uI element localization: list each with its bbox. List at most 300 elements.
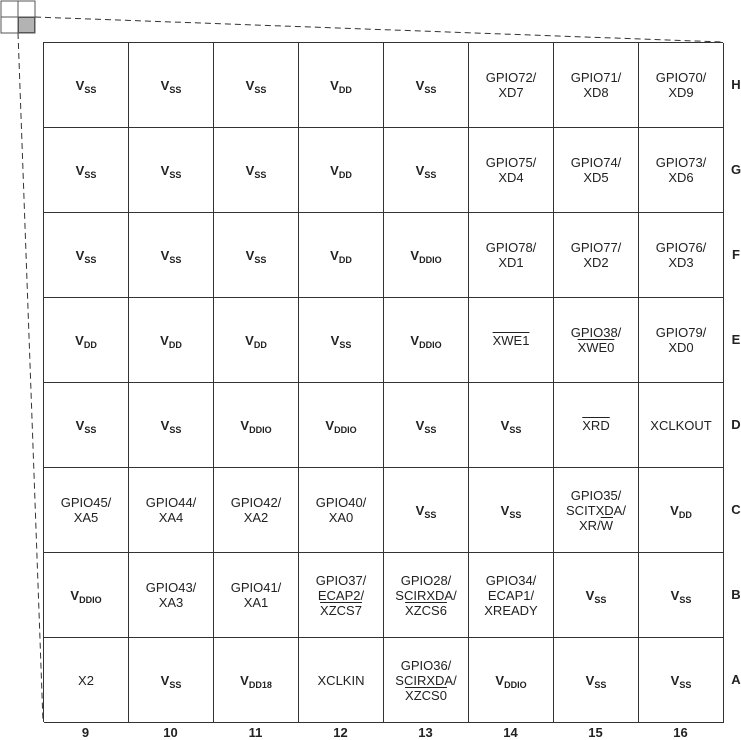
power-pin-base: V bbox=[160, 77, 170, 93]
signal-name: XD7 bbox=[498, 85, 524, 100]
signal-line bbox=[395, 658, 456, 673]
signal-line bbox=[395, 603, 456, 618]
signal-line bbox=[316, 588, 367, 603]
signal-name: GPIO71/ bbox=[570, 70, 622, 85]
power-pin-label bbox=[330, 163, 352, 178]
pin-cell-F11 bbox=[214, 213, 299, 298]
power-pin-label bbox=[416, 163, 437, 178]
power-pin-label bbox=[416, 78, 437, 93]
power-pin-base: V bbox=[160, 332, 169, 348]
signal-line bbox=[486, 240, 537, 255]
signal-line bbox=[656, 340, 707, 355]
signal-name: ECAP2/ bbox=[317, 587, 365, 603]
pin-cell-H13 bbox=[384, 43, 469, 128]
signal-name: XA1 bbox=[243, 595, 269, 610]
signal-line bbox=[571, 85, 622, 100]
signal-line bbox=[146, 595, 197, 610]
column-label-13: 13 bbox=[418, 725, 433, 740]
power-pin-base: V bbox=[415, 77, 425, 93]
signal-pin-label bbox=[486, 155, 537, 185]
row-label-E: E bbox=[731, 332, 741, 347]
signal-line bbox=[484, 588, 537, 603]
signal-name: GPIO70/ bbox=[655, 70, 707, 85]
column-label-15: 15 bbox=[588, 725, 603, 740]
signal-name: XA3 bbox=[158, 595, 184, 610]
power-pin-label bbox=[76, 418, 97, 433]
signal-name: XD8 bbox=[583, 85, 609, 100]
signal-line bbox=[231, 595, 282, 610]
signal-name: XA4 bbox=[158, 510, 184, 525]
pin-cell-B12 bbox=[299, 553, 384, 638]
signal-pin-label bbox=[395, 573, 456, 618]
power-pin-base: V bbox=[495, 672, 505, 688]
signal-pin-label bbox=[146, 495, 197, 525]
signal-name: GPIO35/ bbox=[570, 487, 622, 503]
signal-line bbox=[656, 170, 707, 185]
pin-cell-C11 bbox=[214, 468, 299, 553]
power-pin-subscript: DD bbox=[678, 509, 692, 520]
pin-cell-C10 bbox=[129, 468, 214, 553]
power-pin-label bbox=[410, 248, 441, 263]
signal-name: SCIRXDA/ bbox=[395, 587, 457, 603]
signal-pin-label bbox=[484, 573, 537, 618]
signal-name: GPIO73/ bbox=[655, 155, 707, 170]
power-pin-label bbox=[416, 418, 437, 433]
pin-cell-H9 bbox=[44, 43, 129, 128]
signal-line bbox=[493, 333, 530, 348]
pin-cell-A11 bbox=[214, 638, 299, 723]
power-pin-base: V bbox=[330, 332, 340, 348]
power-pin-subscript: DD bbox=[83, 339, 97, 350]
signal-name: GPIO38/ bbox=[570, 325, 622, 340]
signal-line bbox=[582, 418, 609, 433]
pin-cell-G9 bbox=[44, 128, 129, 213]
signal-name: GPIO79/ bbox=[655, 325, 707, 340]
column-label-16: 16 bbox=[673, 725, 688, 740]
signal-name: XD3 bbox=[668, 255, 694, 270]
signal-name: X2 bbox=[78, 672, 94, 688]
row-label-B: B bbox=[731, 587, 741, 602]
pin-cell-H14 bbox=[469, 43, 554, 128]
signal-line bbox=[146, 510, 197, 525]
signal-line bbox=[656, 85, 707, 100]
power-pin-label bbox=[161, 673, 182, 688]
signal-name: XD4 bbox=[498, 170, 524, 185]
signal-line bbox=[395, 688, 456, 703]
pin-cell-G13 bbox=[384, 128, 469, 213]
signal-pin-label bbox=[146, 580, 197, 610]
power-pin-base: V bbox=[670, 672, 680, 688]
pin-cell-B11 bbox=[214, 553, 299, 638]
signal-pin-label bbox=[656, 325, 707, 355]
power-pin-subscript: SS bbox=[84, 254, 97, 265]
signal-line bbox=[486, 170, 537, 185]
signal-line bbox=[316, 510, 367, 525]
signal-pin-label bbox=[493, 333, 530, 348]
power-pin-label bbox=[586, 673, 607, 688]
pin-cell-F10 bbox=[129, 213, 214, 298]
row-label-F: F bbox=[732, 247, 740, 262]
power-pin-subscript: SS bbox=[424, 169, 437, 180]
power-pin-subscript: SS bbox=[594, 594, 607, 605]
signal-name: ECAP1/ bbox=[487, 587, 535, 603]
power-pin-base: V bbox=[240, 672, 249, 688]
pin-cell-G15 bbox=[554, 128, 639, 213]
pin-cell-C12 bbox=[299, 468, 384, 553]
power-pin-subscript: SS bbox=[254, 84, 267, 95]
power-pin-base: V bbox=[70, 587, 80, 603]
zoom-line-top bbox=[35, 17, 723, 42]
signal-name: XR/ bbox=[579, 517, 601, 533]
signal-line bbox=[146, 580, 197, 595]
pin-cell-D13 bbox=[384, 383, 469, 468]
signal-pin-label bbox=[486, 70, 537, 100]
signal-pin-label bbox=[316, 573, 367, 618]
power-pin-subscript: SS bbox=[339, 339, 352, 350]
signal-pin-label bbox=[318, 673, 365, 688]
signal-line bbox=[78, 673, 94, 688]
signal-line bbox=[566, 488, 626, 503]
power-pin-subscript: SS bbox=[509, 424, 522, 435]
power-pin-label bbox=[161, 78, 182, 93]
pin-cell-C9 bbox=[44, 468, 129, 553]
power-pin-subscript: DD bbox=[338, 84, 352, 95]
power-pin-subscript: DD bbox=[338, 254, 352, 265]
power-pin-label bbox=[671, 673, 692, 688]
signal-line bbox=[486, 155, 537, 170]
power-pin-subscript: DDIO bbox=[419, 254, 442, 265]
signal-name: XA0 bbox=[328, 510, 354, 525]
power-pin-label bbox=[410, 333, 441, 348]
power-pin-subscript: SS bbox=[84, 84, 97, 95]
signal-name: XD6 bbox=[668, 170, 694, 185]
signal-name: GPIO44/ bbox=[145, 495, 197, 510]
signal-line bbox=[571, 325, 622, 340]
signal-line bbox=[566, 503, 626, 518]
signal-name: GPIO75/ bbox=[485, 155, 537, 170]
power-pin-label bbox=[330, 248, 352, 263]
power-pin-base: V bbox=[415, 417, 425, 433]
power-pin-base: V bbox=[245, 247, 255, 263]
signal-line bbox=[146, 495, 197, 510]
signal-name: XA2 bbox=[243, 510, 269, 525]
signal-line bbox=[316, 495, 367, 510]
column-label-14: 14 bbox=[503, 725, 518, 740]
signal-pin-label bbox=[231, 580, 282, 610]
pin-cell-E10 bbox=[129, 298, 214, 383]
signal-line bbox=[231, 495, 282, 510]
pin-cell-E16 bbox=[639, 298, 724, 383]
power-pin-base: V bbox=[75, 162, 85, 178]
pin-cell-D15 bbox=[554, 383, 639, 468]
pin-cell-F13 bbox=[384, 213, 469, 298]
pin-cell-H15 bbox=[554, 43, 639, 128]
power-pin-label bbox=[331, 333, 352, 348]
signal-name: GPIO40/ bbox=[315, 495, 367, 510]
power-pin-subscript: DDIO bbox=[504, 679, 527, 690]
signal-name: GPIO37/ bbox=[315, 572, 367, 588]
power-pin-subscript: SS bbox=[679, 679, 692, 690]
pin-cell-B16 bbox=[639, 553, 724, 638]
signal-line bbox=[486, 70, 537, 85]
power-pin-label bbox=[240, 673, 272, 688]
power-pin-subscript: DD bbox=[338, 169, 352, 180]
signal-line bbox=[571, 155, 622, 170]
signal-name: GPIO34/ bbox=[485, 572, 537, 588]
row-label-G: G bbox=[730, 162, 741, 177]
pin-cell-E14 bbox=[469, 298, 554, 383]
pin-cell-D9 bbox=[44, 383, 129, 468]
row-label-C: C bbox=[731, 502, 741, 517]
power-pin-base: V bbox=[415, 502, 425, 518]
pin-cell-H10 bbox=[129, 43, 214, 128]
power-pin-subscript: SS bbox=[169, 424, 182, 435]
pin-cell-B15 bbox=[554, 553, 639, 638]
signal-name: GPIO74/ bbox=[570, 155, 622, 170]
power-pin-base: V bbox=[410, 332, 420, 348]
signal-line bbox=[571, 340, 622, 355]
signal-name: XCLKOUT bbox=[650, 417, 712, 433]
power-pin-subscript: SS bbox=[424, 84, 437, 95]
power-pin-label bbox=[501, 503, 522, 518]
power-pin-subscript: DD18 bbox=[248, 679, 272, 690]
active-low-signal: XWE0 bbox=[577, 340, 615, 355]
power-pin-base: V bbox=[670, 502, 679, 518]
pin-cell-A9 bbox=[44, 638, 129, 723]
signal-name: GPIO42/ bbox=[230, 495, 282, 510]
power-pin-label bbox=[76, 163, 97, 178]
power-pin-subscript: SS bbox=[254, 254, 267, 265]
signal-line bbox=[571, 240, 622, 255]
pin-cell-D16 bbox=[639, 383, 724, 468]
pin-cell-A14 bbox=[469, 638, 554, 723]
signal-line bbox=[231, 510, 282, 525]
active-low-signal: XZCS0 bbox=[405, 687, 447, 703]
signal-line bbox=[61, 510, 112, 525]
signal-line bbox=[486, 255, 537, 270]
signal-name: XD9 bbox=[668, 85, 694, 100]
power-pin-base: V bbox=[330, 162, 339, 178]
signal-name: XD1 bbox=[498, 255, 524, 270]
signal-line bbox=[316, 603, 367, 618]
signal-name: GPIO77/ bbox=[570, 240, 622, 255]
power-pin-label bbox=[76, 248, 97, 263]
pin-cell-D12 bbox=[299, 383, 384, 468]
signal-name: GPIO36/ bbox=[400, 657, 452, 673]
signal-pin-label bbox=[61, 495, 112, 525]
zoom-line-left bbox=[18, 33, 43, 722]
pin-cell-H16 bbox=[639, 43, 724, 128]
power-pin-subscript: DDIO bbox=[249, 424, 272, 435]
signal-name: GPIO41/ bbox=[230, 580, 282, 595]
pin-cell-G11 bbox=[214, 128, 299, 213]
signal-pin-label bbox=[656, 240, 707, 270]
signal-line bbox=[571, 255, 622, 270]
column-label-11: 11 bbox=[248, 725, 263, 740]
power-pin-base: V bbox=[245, 332, 254, 348]
pin-cell-B13 bbox=[384, 553, 469, 638]
active-low-signal: XZCS7 bbox=[320, 602, 362, 618]
signal-line bbox=[656, 325, 707, 340]
power-pin-base: V bbox=[585, 587, 595, 603]
power-pin-base: V bbox=[330, 77, 339, 93]
pin-cell-A10 bbox=[129, 638, 214, 723]
pin-cell-A13 bbox=[384, 638, 469, 723]
signal-line bbox=[395, 673, 456, 688]
power-pin-base: V bbox=[325, 417, 335, 433]
power-pin-base: V bbox=[245, 162, 255, 178]
pin-cell-C15 bbox=[554, 468, 639, 553]
power-pin-subscript: SS bbox=[169, 84, 182, 95]
power-pin-base: V bbox=[75, 77, 85, 93]
power-pin-base: V bbox=[240, 417, 250, 433]
power-pin-label bbox=[416, 503, 437, 518]
power-pin-subscript: DD bbox=[168, 339, 182, 350]
signal-line bbox=[316, 573, 367, 588]
power-pin-label bbox=[75, 333, 97, 348]
pin-cell-G10 bbox=[129, 128, 214, 213]
signal-pin-label bbox=[395, 658, 456, 703]
pin-cell-D11 bbox=[214, 383, 299, 468]
power-pin-subscript: DDIO bbox=[334, 424, 357, 435]
power-pin-subscript: SS bbox=[509, 509, 522, 520]
signal-name: XD5 bbox=[583, 170, 609, 185]
power-pin-base: V bbox=[160, 672, 170, 688]
column-label-10: 10 bbox=[163, 725, 178, 740]
pin-cell-F16 bbox=[639, 213, 724, 298]
power-pin-subscript: SS bbox=[169, 169, 182, 180]
power-pin-base: V bbox=[585, 672, 595, 688]
signal-pin-label bbox=[231, 495, 282, 525]
power-pin-base: V bbox=[160, 247, 170, 263]
signal-pin-label bbox=[486, 240, 537, 270]
signal-line bbox=[395, 573, 456, 588]
signal-line bbox=[566, 518, 626, 533]
power-pin-label bbox=[246, 163, 267, 178]
power-pin-label bbox=[160, 333, 182, 348]
signal-name: XCLKIN bbox=[317, 672, 365, 688]
power-pin-base: V bbox=[245, 77, 255, 93]
power-pin-label bbox=[325, 418, 356, 433]
signal-pin-label bbox=[316, 495, 367, 525]
pin-cell-E11 bbox=[214, 298, 299, 383]
signal-name: GPIO43/ bbox=[145, 580, 197, 595]
power-pin-label bbox=[501, 418, 522, 433]
pin-cell-F12 bbox=[299, 213, 384, 298]
power-pin-base: V bbox=[75, 332, 84, 348]
signal-line bbox=[656, 70, 707, 85]
column-label-12: 12 bbox=[333, 725, 348, 740]
power-pin-subscript: SS bbox=[424, 509, 437, 520]
signal-name: GPIO28/ bbox=[400, 572, 452, 588]
pin-cell-G16 bbox=[639, 128, 724, 213]
power-pin-subscript: SS bbox=[169, 254, 182, 265]
signal-line bbox=[656, 255, 707, 270]
power-pin-base: V bbox=[500, 417, 510, 433]
signal-name: SCIRXDA/ bbox=[395, 672, 457, 688]
pin-cell-B9 bbox=[44, 553, 129, 638]
pin-cell-E15 bbox=[554, 298, 639, 383]
signal-name: XD0 bbox=[668, 340, 694, 355]
power-pin-base: V bbox=[160, 417, 170, 433]
pin-cell-B14 bbox=[469, 553, 554, 638]
signal-line bbox=[656, 155, 707, 170]
pin-cell-C16 bbox=[639, 468, 724, 553]
power-pin-label bbox=[495, 673, 526, 688]
power-pin-base: V bbox=[75, 247, 85, 263]
active-low-signal: XWE1 bbox=[492, 332, 530, 348]
signal-line bbox=[571, 170, 622, 185]
pin-cell-H12 bbox=[299, 43, 384, 128]
power-pin-label bbox=[245, 333, 267, 348]
power-pin-base: V bbox=[160, 162, 170, 178]
power-pin-base: V bbox=[415, 162, 425, 178]
power-pin-subscript: SS bbox=[169, 679, 182, 690]
pin-cell-C14 bbox=[469, 468, 554, 553]
active-low-signal: $\overline{W}$ bbox=[600, 517, 613, 533]
signal-name: XREADY bbox=[484, 602, 538, 618]
signal-name: GPIO45/ bbox=[60, 495, 112, 510]
power-pin-base: V bbox=[410, 247, 420, 263]
power-pin-label bbox=[671, 588, 692, 603]
signal-line bbox=[656, 240, 707, 255]
signal-name: XD2 bbox=[583, 255, 609, 270]
power-pin-label bbox=[246, 78, 267, 93]
power-pin-label bbox=[76, 78, 97, 93]
power-pin-subscript: DDIO bbox=[79, 594, 102, 605]
signal-name: XA5 bbox=[73, 510, 99, 525]
signal-pin-label bbox=[566, 488, 626, 533]
power-pin-base: V bbox=[330, 247, 339, 263]
pin-cell-A16 bbox=[639, 638, 724, 723]
pin-cell-D14 bbox=[469, 383, 554, 468]
pin-cell-F9 bbox=[44, 213, 129, 298]
signal-name: GPIO76/ bbox=[655, 240, 707, 255]
power-pin-subscript: SS bbox=[84, 169, 97, 180]
pin-grid bbox=[43, 42, 723, 722]
signal-line bbox=[484, 603, 537, 618]
signal-line bbox=[231, 580, 282, 595]
signal-pin-label bbox=[571, 70, 622, 100]
power-pin-subscript: SS bbox=[679, 594, 692, 605]
pin-cell-A12 bbox=[299, 638, 384, 723]
power-pin-label bbox=[246, 248, 267, 263]
row-label-A: A bbox=[731, 672, 741, 687]
signal-line bbox=[571, 70, 622, 85]
power-pin-subscript: DD bbox=[253, 339, 267, 350]
signal-pin-label bbox=[571, 155, 622, 185]
pin-cell-H11 bbox=[214, 43, 299, 128]
power-pin-label bbox=[240, 418, 271, 433]
power-pin-subscript: SS bbox=[84, 424, 97, 435]
power-pin-label bbox=[330, 78, 352, 93]
power-pin-label bbox=[586, 588, 607, 603]
power-pin-subscript: SS bbox=[594, 679, 607, 690]
signal-name: GPIO72/ bbox=[485, 70, 537, 85]
pin-cell-F14 bbox=[469, 213, 554, 298]
pin-cell-E9 bbox=[44, 298, 129, 383]
active-low-signal: XZCS6 bbox=[405, 602, 447, 618]
pin-cell-E12 bbox=[299, 298, 384, 383]
power-pin-subscript: SS bbox=[424, 424, 437, 435]
pin-cell-G12 bbox=[299, 128, 384, 213]
signal-name: GPIO78/ bbox=[485, 240, 537, 255]
pin-cell-E13 bbox=[384, 298, 469, 383]
power-pin-base: V bbox=[75, 417, 85, 433]
signal-pin-label bbox=[582, 418, 609, 433]
power-pin-label bbox=[161, 163, 182, 178]
signal-line bbox=[395, 588, 456, 603]
